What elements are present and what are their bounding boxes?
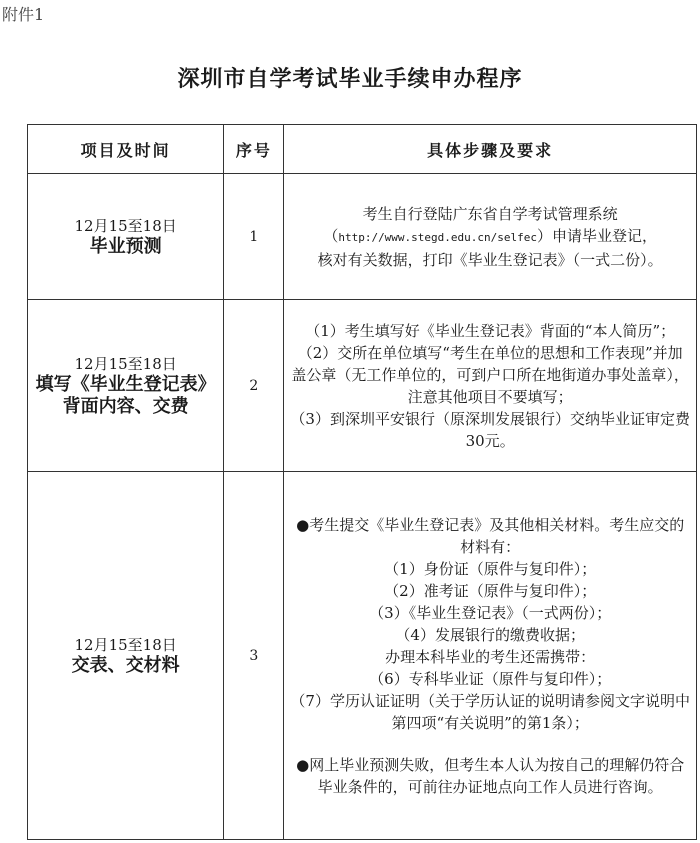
paren-open: （ (323, 226, 339, 245)
system-url-link[interactable]: http://www.stegd.edu.cn/selfec (338, 230, 538, 244)
step-line: （3）到深圳平安银行（原深圳发展银行）交纳毕业证审定费30元。 (290, 409, 690, 450)
spacer (290, 734, 690, 754)
step-line: （2）交所在单位填写“考生在单位的思想和工作表现”并加盖公章（无工作单位的，可到户口所在地街道办事处盖章），注意其他项目不要填写； (291, 343, 689, 406)
procedure-table (27, 124, 697, 840)
page-title: 深圳市自学考试毕业手续申办程序 (177, 66, 523, 92)
seq-cell: 1 (224, 174, 284, 300)
item-date: 12月15至18日 (74, 635, 177, 654)
step-line: ●考生提交《毕业生登记表》及其他相关材料。考生应交的材料有： (296, 515, 685, 556)
attachment-label: 附件1 (2, 5, 45, 24)
item-cell (28, 300, 224, 472)
seq-cell: 3 (224, 472, 284, 840)
step-line: 核对有关数据，打印《毕业生登记表》（一式二份）。 (317, 250, 663, 269)
column-header-item: 项目及时间 (28, 125, 224, 174)
step-line: （7）学历认证证明（关于学历认证的说明请参阅文字说明中第四项“有关说明”的第1条）； (290, 691, 690, 732)
step-line (290, 225, 690, 249)
steps-cell (284, 472, 697, 840)
column-header-seq: 序号 (224, 125, 284, 174)
item-name: 填写《毕业生登记表》背面内容、交费 (35, 373, 216, 417)
table-row (28, 300, 697, 472)
step-line: （4）发展银行的缴费收据； (395, 625, 585, 644)
step-line: （1）考生填写好《毕业生登记表》背面的“本人简历”； (305, 321, 676, 340)
steps-cell (284, 174, 697, 300)
step-line: 办理本科毕业的考生还需携带： (385, 647, 596, 666)
item-name: 毕业预测 (89, 235, 162, 257)
step-text: ）申请毕业登记， (537, 226, 658, 245)
seq-cell: 2 (224, 300, 284, 472)
step-line: （2）准考证（原件与复印件）； (384, 581, 597, 600)
step-line: （1）身份证（原件与复印件）； (384, 559, 597, 578)
item-date: 12月15至18日 (74, 354, 177, 373)
table-row (28, 174, 697, 300)
item-name: 交表、交材料 (71, 654, 180, 676)
table-row (28, 472, 697, 840)
steps-cell (284, 300, 697, 472)
item-date: 12月15至18日 (74, 216, 177, 235)
step-line: ●网上毕业预测失败，但考生本人认为按自己的理解仍符合毕业条件的，可前往办证地点向工作人员进行咨询。 (296, 755, 685, 796)
table-header-row (28, 125, 697, 174)
step-line: 考生自行登陆广东省自学考试管理系统 (362, 204, 618, 223)
item-cell (28, 174, 224, 300)
item-cell (28, 472, 224, 840)
step-line: （3）《毕业生登记表》（一式两份）； (369, 603, 612, 622)
step-line: （6）专科毕业证（原件与复印件）； (369, 669, 612, 688)
column-header-steps: 具体步骤及要求 (284, 125, 697, 174)
